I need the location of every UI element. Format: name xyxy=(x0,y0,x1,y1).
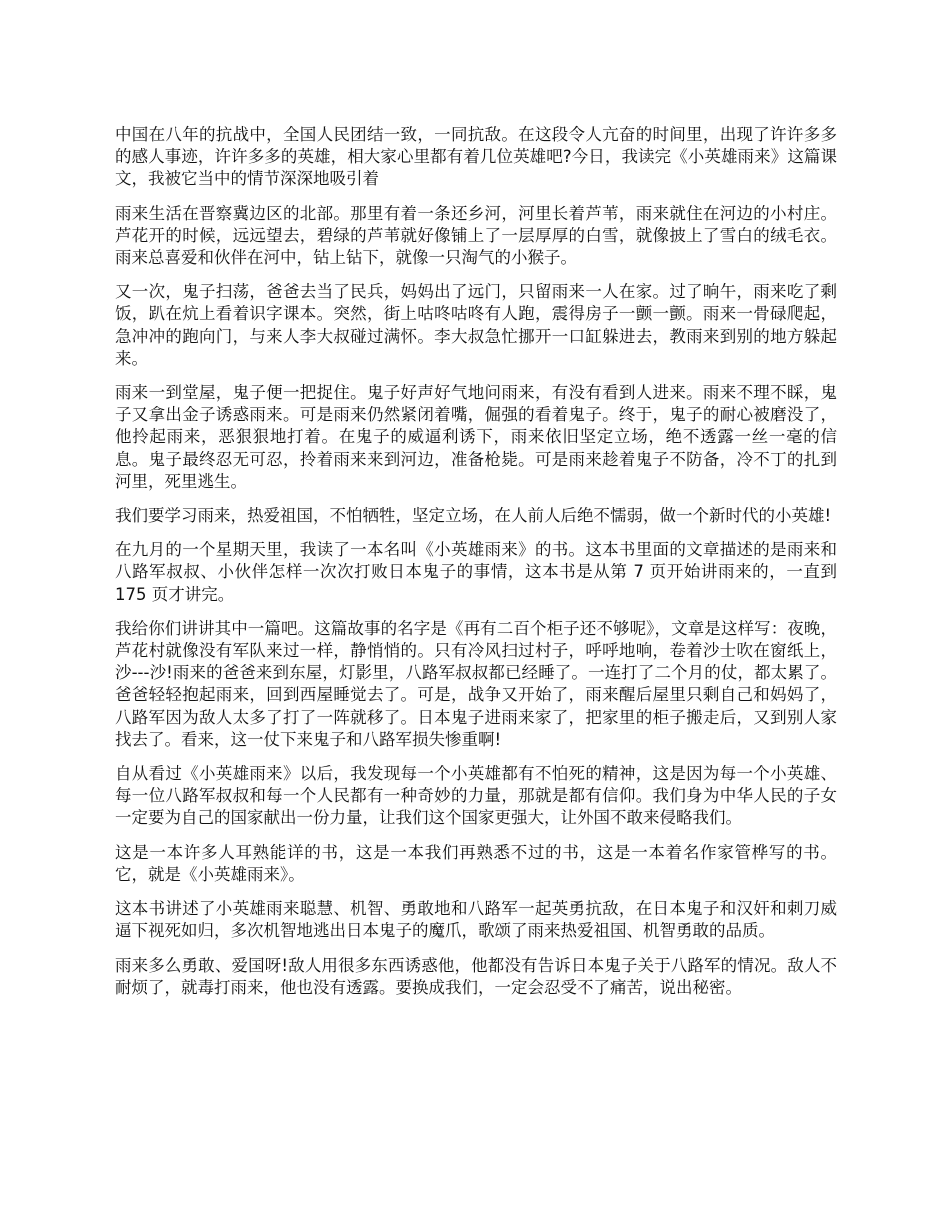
document-body xyxy=(115,124,837,1011)
paragraph-2: 雨来生活在晋察冀边区的北部。那里有着一条还乡河，河里长着芦苇，雨来就住在河边的小村庄。芦花开的时候，远远望去，碧绿的芦苇就好像铺上了一层厚厚的白雪，就像披上了雪白的绒毛衣。雨来总喜爱和伙伴在河中，钻上钻下，就像一只淘气的小猴子。 xyxy=(115,203,837,268)
paragraph-4: 雨来一到堂屋，鬼子便一把捉住。鬼子好声好气地问雨来，有没有看到人进来。雨来不理不睬，鬼子又拿出金子诱惑雨来。可是雨来仍然紧闭着嘴，倔强的看着鬼子。终于，鬼子的耐心被磨没了，他拎起雨来，恶狠狠地打着。在鬼子的威逼利诱下，雨来依旧坚定立场，绝不透露一丝一毫的信息。鬼子最终忍无可忍，拎着雨来来到河边，准备枪毙。可是雨来趁着鬼子不防备，冷不丁的扎到河里，死里逃生。 xyxy=(115,383,837,491)
paragraph-8: 自从看过《小英雄雨来》以后，我发现每一个小英雄都有不怕死的精神，这是因为每一个小英雄、每一位八路军叔叔和每一个人民都有一种奇妙的力量，那就是都有信仰。我们身为中华人民的子女一定要为自己的国家献出一份力量，让我们这个国家更强大，让外国不敢来侵略我们。 xyxy=(115,764,837,828)
paragraph-1: 中国在八年的抗战中，全国人民团结一致，一同抗敌。在这段令人亢奋的时间里，出现了许许多多的感人事迹，许许多多的英雄，相大家心里都有着几位英雄吧?今日，我读完《小英雄雨来》这篇课文，我被它当中的情节深深地吸引着 xyxy=(115,125,837,189)
paragraph-11: 雨来多么勇敢、爱国呀!敌人用很多东西诱惑他，他都没有告诉日本鬼子关于八路军的情况。敌人不耐烦了，就毒打雨来，他也没有透露。要换成我们，一定会忍受不了痛苦，说出秘密。 xyxy=(115,955,837,997)
paragraph-9: 这是一本许多人耳熟能详的书，这是一本我们再熟悉不过的书，这是一本着名作家管桦写的书。它，就是《小英雄雨来》。 xyxy=(115,842,837,884)
paragraph-10: 这本书讲述了小英雄雨来聪慧、机智、勇敢地和八路军一起英勇抗敌，在日本鬼子和汉奸和刺刀威逼下视死如归，多次机智地逃出日本鬼子的魔爪，歌颂了雨来热爱祖国、机智勇敢的品质。 xyxy=(115,899,837,941)
paragraph-3: 又一次，鬼子扫荡，爸爸去当了民兵，妈妈出了远门，只留雨来一人在家。过了晌午，雨来吃了剩饭，趴在炕上看着识字课本。突然，街上咕咚咕咚有人跑，震得房子一颤一颤。雨来一骨碌爬起，急冲冲的跑向门，与来人李大叔碰过满怀。李大叔急忙挪开一口缸躲进去，教雨来到别的地方躲起来。 xyxy=(115,282,837,368)
paragraph-7: 我给你们讲讲其中一篇吧。这篇故事的名字是《再有二百个柜子还不够呢》，文章是这样写：夜晚，芦花村就像没有军队来过一样，静悄悄的。只有冷风扫过村子，呼呼地响，卷着沙士吹在窗纸上，沙---沙!雨来的爸爸来到东屋，灯影里，八路军叔叔都已经睡了。一连打了二个月的仗，都太累了。爸爸轻轻抱起雨来，回到西屋睡觉去了。可是，战争又开始了，雨来醒后屋里只剩自己和妈妈了，八路军因为敌人太多了打了一阵就移了。日本鬼子进雨来家了，把家里的柜子搬走后，又到别人家找去了。看来，这一仗下来鬼子和八路军损失惨重啊! xyxy=(115,618,837,749)
paragraph-6: 在九月的一个星期天里，我读了一本名叫《小英雄雨来》的书。这本书里面的文章描述的是雨来和八路军叔叔、小伙伴怎样一次次打败日本鬼子的事情，这本书是从第 7 页开始讲雨来的，一直到 175 页才讲完。 xyxy=(115,540,837,604)
paragraph-5: 我们要学习雨来，热爱祖国，不怕牺牲，坚定立场，在人前人后绝不懦弱，做一个新时代的小英雄! xyxy=(115,506,832,526)
